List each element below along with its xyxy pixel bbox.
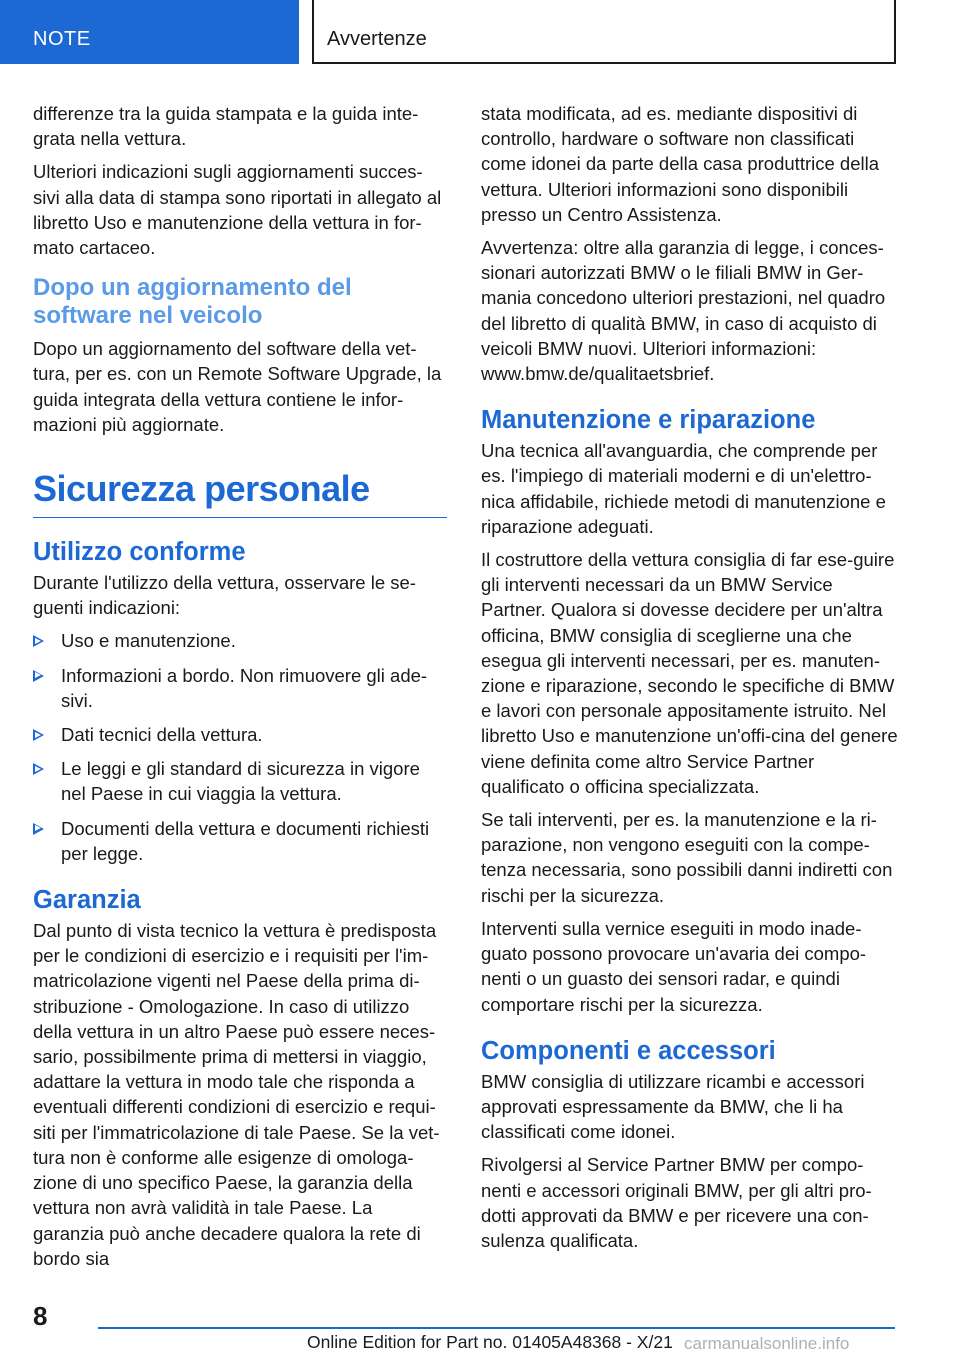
chapter-header <box>312 0 896 64</box>
paragraph: Dopo un aggiornamento del software della vet-tura, per es. con un Remote Software Upgrade, la guida integrata della vettura contiene le infor-mazioni più aggiornate. <box>33 338 442 435</box>
watermark: carmanualsonline.info <box>684 1334 850 1353</box>
footer-divider <box>98 1327 895 1329</box>
paragraph: Ulteriori indicazioni sugli aggiornamenti succes-sivi alla data di stampa sono riportati in allegato al libretto Uso e manutenzione della vettura in for-mato cartaceo. <box>33 161 442 259</box>
triangle-bullet-icon <box>33 729 44 741</box>
paragraph: Interventi sulla vernice eseguiti in modo inade-guato possono provocare un'avaria dei compo-nenti o un guasto dei sensori radar, e quindi comportare rischi per la sicurezza. <box>481 917 867 1015</box>
footer-edition-text: Online Edition for Part no. 01405A48368 - X/21 <box>307 1332 673 1352</box>
heading-warranty: Garanzia <box>33 886 141 915</box>
left-column <box>33 101 447 1279</box>
section-tab <box>0 0 299 64</box>
chapter-title: Avvertenze <box>327 28 427 50</box>
list-item-text: Uso e manutenzione. <box>61 630 236 652</box>
paragraph: stata modificata, ad es. mediante dispositivi di controllo, hardware o software non classificati come idonei da parte della casa produttrice della vettura. Ulteriori informazioni sono disponibili presso un Centro Assistenza. <box>481 103 879 225</box>
paragraph: Se tali interventi, per es. la manutenzione e la ri-parazione, non vengono eseguiti con la compe-tenza necessaria, sono possibili danni indiretti con rischi per la sicurezza. <box>481 809 893 906</box>
list-item <box>33 628 447 653</box>
list-item-text: Documenti della vettura e documenti richiesti per legge. <box>61 817 430 864</box>
paragraph: Una tecnica all'avanguardia, che comprende per es. l'impiego di materiali moderni e di un'elettro-nica affidabile, richiede metodi di manutenzione e riparazione adeguati. <box>481 440 886 537</box>
triangle-bullet-icon <box>33 823 44 835</box>
section-tab-label: NOTE <box>33 28 91 50</box>
heading-maintenance-repair: Manutenzione e riparazione <box>481 406 816 435</box>
heading-components-accessories: Componenti e accessori <box>481 1036 776 1065</box>
list-item-text: Informazioni a bordo. Non rimuovere gli ade-sivi. <box>61 664 428 711</box>
paragraph: differenze tra la guida stampata e la guida inte-grata nella vettura. <box>33 103 419 150</box>
paragraph: BMW consiglia di utilizzare ricambi e accessori approvati espressamente da BMW, che li ha classificati come idonei. <box>481 1070 865 1143</box>
list-item <box>33 663 447 713</box>
list-item <box>33 722 447 747</box>
paragraph: Avvertenza: oltre alla garanzia di legge, i conces-sionari autorizzati BMW o le filiali BMW in Ger-mania concedono ulteriori prestazioni, nel quadro del libretto di qualità BMW, in caso di acquisto di veicoli BMW nuovi. Ulteriori informazioni: www.bmw.de/qualitaetsbrief. <box>481 237 886 385</box>
right-column <box>481 101 899 1261</box>
heading-intended-use: Utilizzo conforme <box>33 538 246 567</box>
list-item-text: Dati tecnici della vettura. <box>61 724 263 746</box>
triangle-bullet-icon <box>33 635 44 647</box>
paragraph: Dal punto di vista tecnico la vettura è predisposta per le condizioni di esercizio e i requisiti per l'im-matricolazione vigenti nel Paese della prima di-stribuzione - Omologazione. In caso di utilizzo della vettura in un altro Paese può essere neces-sario, possibilmente prima di mettersi in viaggio, adattare la vettura in modo tale che risponda a eventuali differenti condizioni di esercizio e requi-siti per l'immatricolazione di tale Paese. Se la vet-tura non è conforme alle esigenze di omologa-zione di uno specifico Paese, la garanzia della vettura non avrà validità in tale Paese. La garanzia può anche decadere qualora la rete di bordo sia <box>33 920 440 1269</box>
triangle-bullet-icon <box>33 670 44 682</box>
subheading-software-update: Dopo un aggiornamento del software nel veicolo <box>33 274 352 330</box>
page-number: 8 <box>33 1301 48 1331</box>
paragraph: Il costruttore della vettura consiglia di far ese-guire gli interventi necessari da un BMW Service Partner. Qualora si dovesse decidere per un'altra officina, BMW consiglia di sceglierne una che esegua gli interventi necessari, per es. manuten-zione e riparazione, secondo le specifiche di BMW e lavori con personale appositamente istruito. Nel libretto Uso e manutenzione un'offi-cina del genere viene definita come altro Service Partner qualificato o officina specializzata. <box>481 549 898 797</box>
triangle-bullet-icon <box>33 763 44 775</box>
bullet-list <box>33 628 447 866</box>
paragraph: Rivolgersi al Service Partner BMW per compo-nenti e accessori originali BMW, per gli altri pro-dotti approvati da BMW e per ricevere una con-sulenza qualificata. <box>481 1154 872 1251</box>
list-item <box>33 756 447 806</box>
paragraph: Durante l'utilizzo della vettura, osservare le se-guenti indicazioni: <box>33 572 416 619</box>
section-heading-personal-safety: Sicurezza personale <box>33 467 447 518</box>
list-item <box>33 816 447 866</box>
list-item-text: Le leggi e gli standard di sicurezza in vigore nel Paese in cui viaggia la vettura. <box>61 758 420 805</box>
